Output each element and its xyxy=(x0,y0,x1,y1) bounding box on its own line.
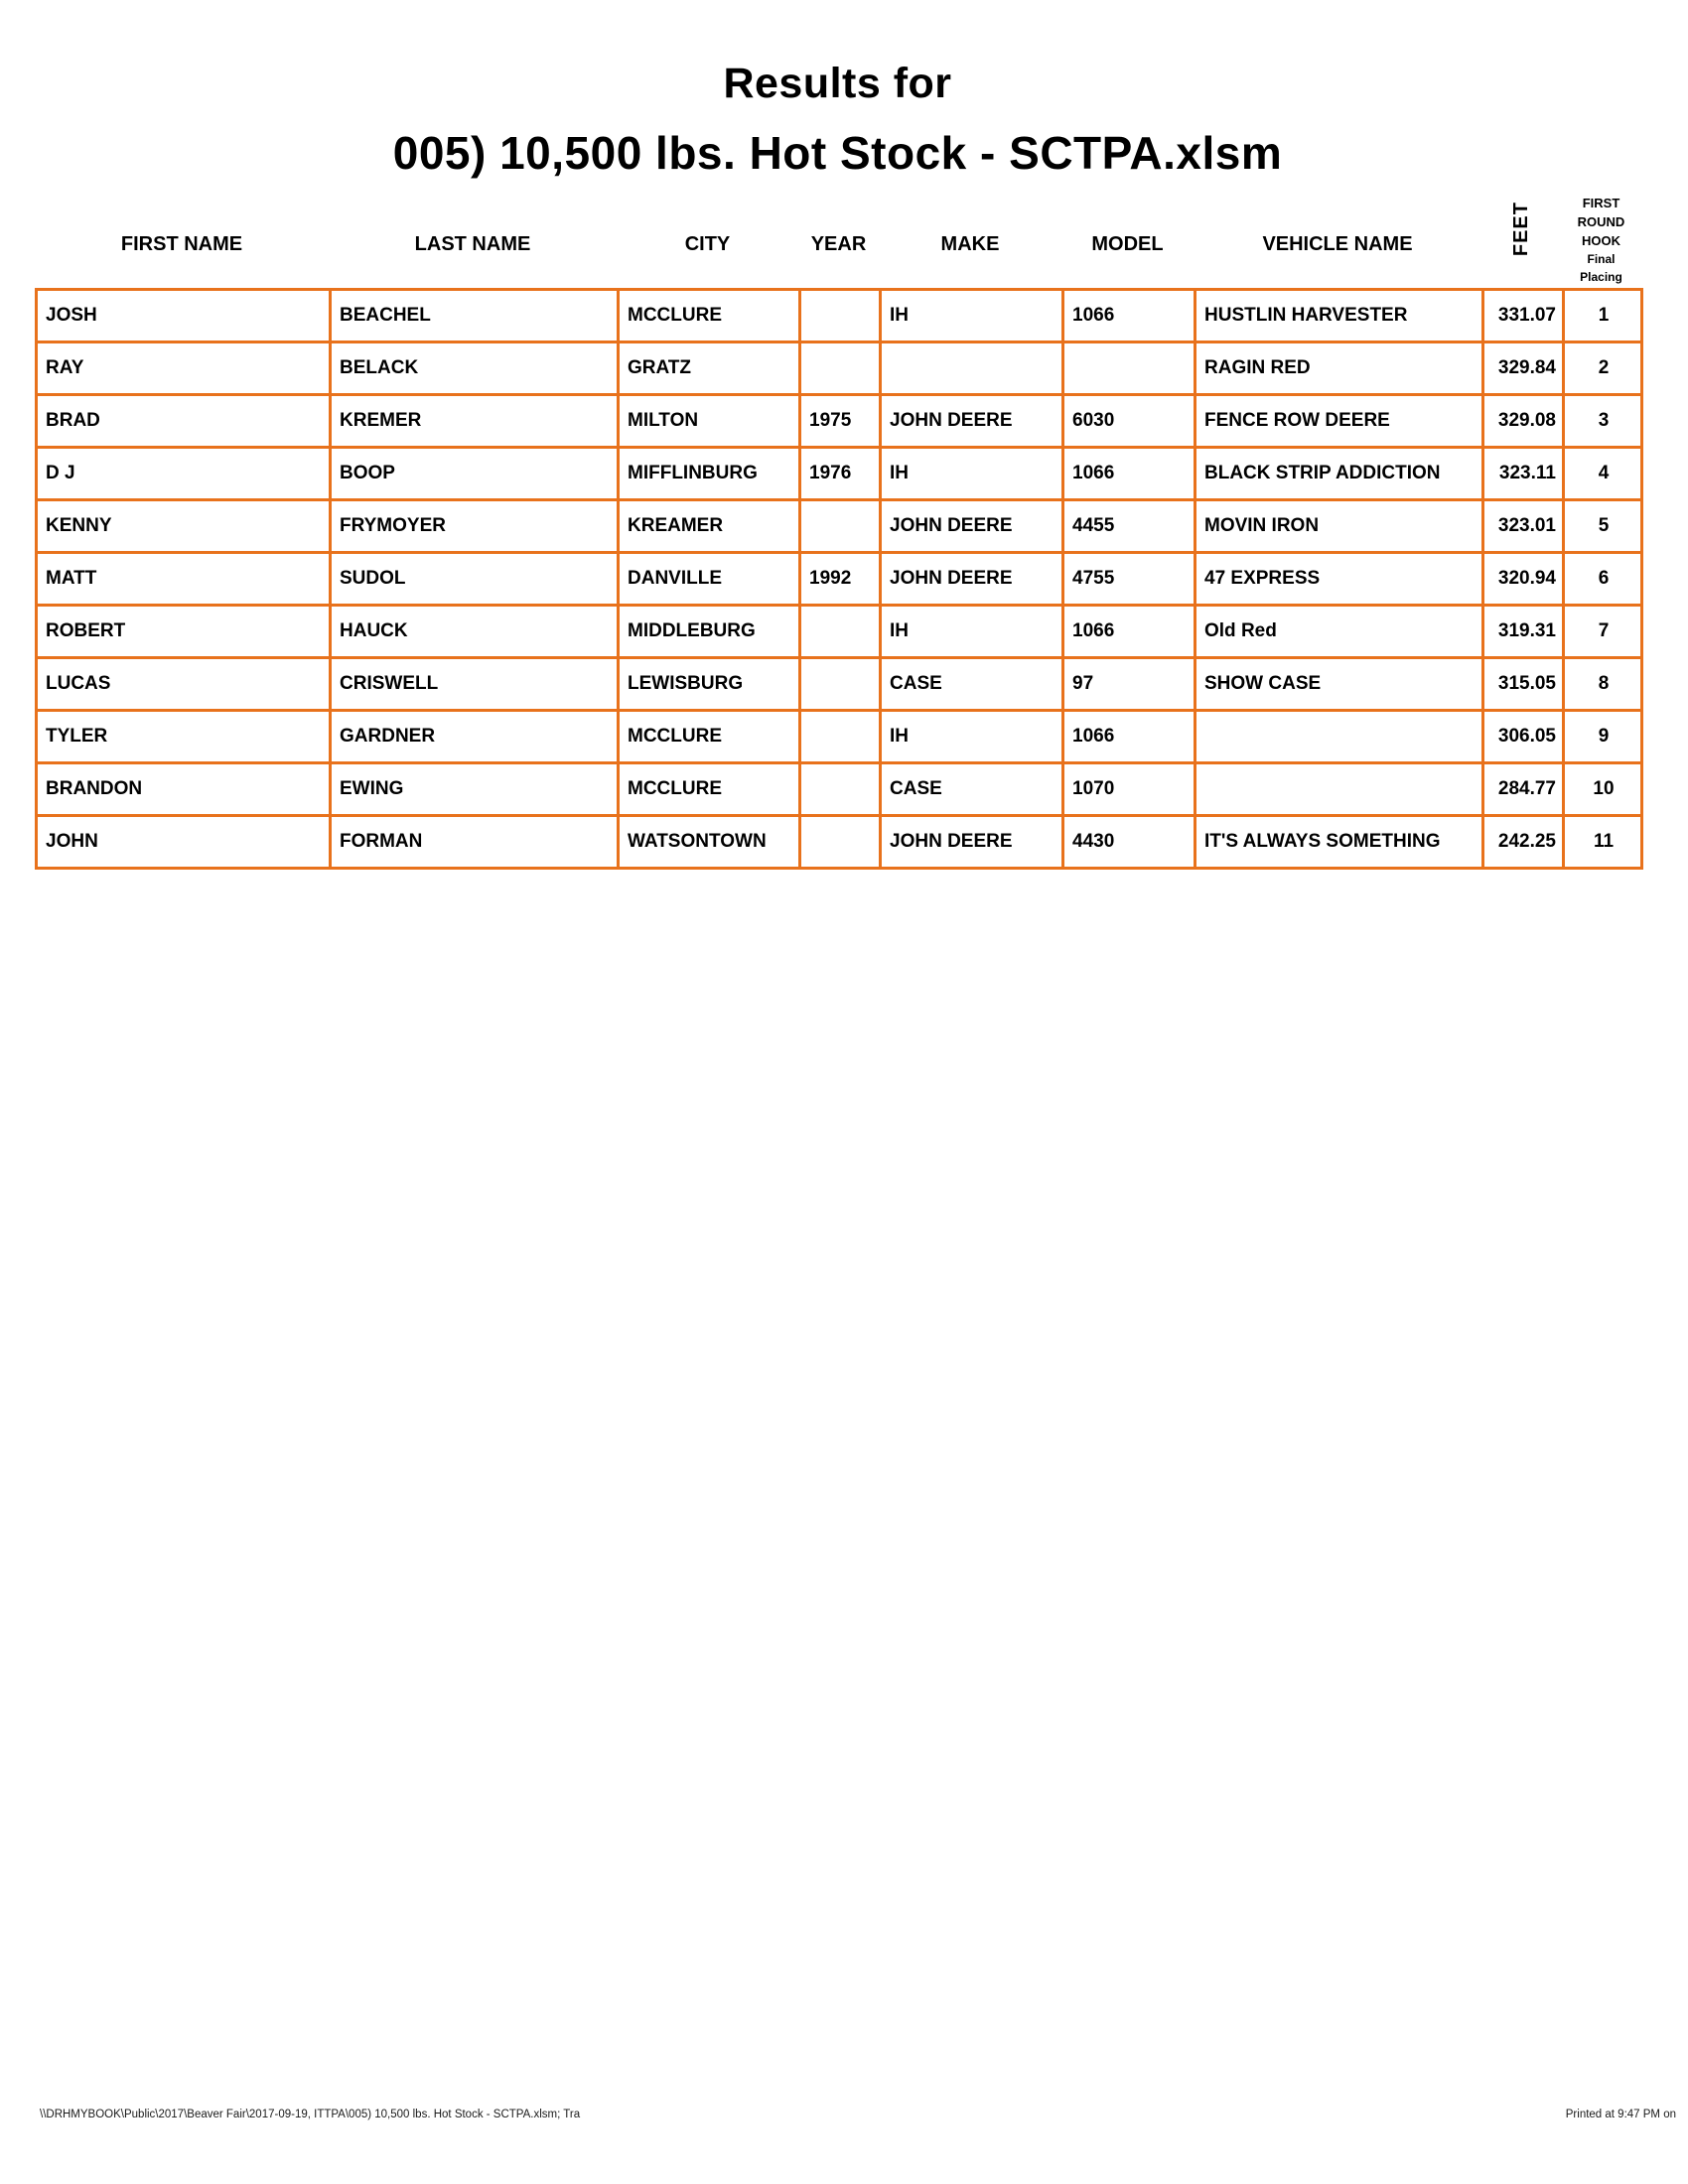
cell-feet: 306.05 xyxy=(1483,711,1564,763)
cell-placing: 3 xyxy=(1564,395,1642,448)
cell-last-name: GARDNER xyxy=(331,711,619,763)
cell-last-name: KREMER xyxy=(331,395,619,448)
cell-first-name: BRANDON xyxy=(37,763,331,816)
cell-first-name: LUCAS xyxy=(37,658,331,711)
column-header-model: MODEL xyxy=(1091,233,1164,255)
cell-model: 97 xyxy=(1063,658,1196,711)
cell-feet: 284.77 xyxy=(1483,763,1564,816)
cell-city: MIFFLINBURG xyxy=(619,448,800,500)
cell-make xyxy=(881,342,1063,395)
results-table-body xyxy=(37,290,1642,869)
cell-feet: 329.84 xyxy=(1483,342,1564,395)
table-row xyxy=(37,290,1642,342)
cell-make: JOHN DEERE xyxy=(881,395,1063,448)
cell-vehicle-name: 47 EXPRESS xyxy=(1196,553,1483,606)
cell-year xyxy=(800,763,881,816)
page-title xyxy=(35,60,1640,180)
cell-vehicle-name: MOVIN IRON xyxy=(1196,500,1483,553)
cell-make: IH xyxy=(881,290,1063,342)
cell-first-name: TYLER xyxy=(37,711,331,763)
cell-city: GRATZ xyxy=(619,342,800,395)
cell-city: KREAMER xyxy=(619,500,800,553)
cell-placing: 8 xyxy=(1564,658,1642,711)
cell-vehicle-name: HUSTLIN HARVESTER xyxy=(1196,290,1483,342)
column-header-first-name: FIRST NAME xyxy=(120,233,243,255)
cell-feet: 242.25 xyxy=(1483,816,1564,869)
cell-year xyxy=(800,290,881,342)
cell-first-name: MATT xyxy=(37,553,331,606)
cell-vehicle-name: FENCE ROW DEERE xyxy=(1196,395,1483,448)
column-header-vehicle-name: VEHICLE NAME xyxy=(1262,233,1413,255)
cell-year xyxy=(800,816,881,869)
placing-header-line-5: Placing xyxy=(1580,270,1622,284)
column-header-year: YEAR xyxy=(810,233,867,255)
cell-placing: 11 xyxy=(1564,816,1642,869)
cell-make: JOHN DEERE xyxy=(881,816,1063,869)
cell-model: 1066 xyxy=(1063,606,1196,658)
cell-make: IH xyxy=(881,448,1063,500)
cell-first-name: D J xyxy=(37,448,331,500)
cell-placing: 5 xyxy=(1564,500,1642,553)
cell-model: 6030 xyxy=(1063,395,1196,448)
cell-city: WATSONTOWN xyxy=(619,816,800,869)
cell-first-name: RAY xyxy=(37,342,331,395)
cell-last-name: SUDOL xyxy=(331,553,619,606)
cell-feet: 315.05 xyxy=(1483,658,1564,711)
cell-first-name: BRAD xyxy=(37,395,331,448)
cell-first-name: JOSH xyxy=(37,290,331,342)
cell-make: JOHN DEERE xyxy=(881,553,1063,606)
cell-feet: 323.11 xyxy=(1483,448,1564,500)
placing-header-line-1: FIRST xyxy=(1582,196,1620,210)
cell-vehicle-name xyxy=(1196,711,1483,763)
cell-last-name: BEACHEL xyxy=(331,290,619,342)
table-row xyxy=(37,763,1642,816)
cell-make: IH xyxy=(881,711,1063,763)
cell-make: IH xyxy=(881,606,1063,658)
cell-city: MCCLURE xyxy=(619,763,800,816)
cell-make: JOHN DEERE xyxy=(881,500,1063,553)
placing-header-line-4: Final xyxy=(1587,252,1616,266)
cell-city: MIDDLEBURG xyxy=(619,606,800,658)
cell-year xyxy=(800,711,881,763)
column-header-feet xyxy=(1481,184,1562,288)
table-row xyxy=(37,500,1642,553)
table-row xyxy=(37,342,1642,395)
cell-make: CASE xyxy=(881,763,1063,816)
cell-city: MILTON xyxy=(619,395,800,448)
cell-vehicle-name: BLACK STRIP ADDICTION xyxy=(1196,448,1483,500)
cell-year xyxy=(800,500,881,553)
cell-model: 4430 xyxy=(1063,816,1196,869)
cell-model: 1070 xyxy=(1063,763,1196,816)
cell-placing: 10 xyxy=(1564,763,1642,816)
cell-year: 1992 xyxy=(800,553,881,606)
cell-vehicle-name: RAGIN RED xyxy=(1196,342,1483,395)
cell-vehicle-name: IT'S ALWAYS SOMETHING xyxy=(1196,816,1483,869)
cell-year xyxy=(800,342,881,395)
cell-last-name: FRYMOYER xyxy=(331,500,619,553)
cell-feet: 331.07 xyxy=(1483,290,1564,342)
cell-vehicle-name: SHOW CASE xyxy=(1196,658,1483,711)
footer-printed-at: Printed at 9:47 PM on xyxy=(1565,2109,1676,2120)
cell-last-name: BELACK xyxy=(331,342,619,395)
title-line-1: Results for xyxy=(723,60,952,107)
results-table xyxy=(35,288,1643,870)
cell-feet: 320.94 xyxy=(1483,553,1564,606)
cell-placing: 7 xyxy=(1564,606,1642,658)
table-row xyxy=(37,711,1642,763)
column-header-make: MAKE xyxy=(940,233,1000,255)
cell-city: DANVILLE xyxy=(619,553,800,606)
cell-placing: 1 xyxy=(1564,290,1642,342)
cell-placing: 4 xyxy=(1564,448,1642,500)
cell-model: 4455 xyxy=(1063,500,1196,553)
cell-model: 1066 xyxy=(1063,711,1196,763)
table-row xyxy=(37,395,1642,448)
placing-header-stack xyxy=(1578,194,1625,286)
cell-placing: 6 xyxy=(1564,553,1642,606)
column-header-last-name: LAST NAME xyxy=(414,233,531,255)
cell-make: CASE xyxy=(881,658,1063,711)
cell-city: MCCLURE xyxy=(619,290,800,342)
cell-first-name: KENNY xyxy=(37,500,331,553)
table-row xyxy=(37,606,1642,658)
cell-year xyxy=(800,658,881,711)
cell-first-name: ROBERT xyxy=(37,606,331,658)
cell-placing: 2 xyxy=(1564,342,1642,395)
cell-model xyxy=(1063,342,1196,395)
cell-year xyxy=(800,606,881,658)
cell-feet: 323.01 xyxy=(1483,500,1564,553)
cell-year: 1975 xyxy=(800,395,881,448)
cell-city: LEWISBURG xyxy=(619,658,800,711)
cell-feet: 319.31 xyxy=(1483,606,1564,658)
cell-model: 4755 xyxy=(1063,553,1196,606)
cell-year: 1976 xyxy=(800,448,881,500)
table-row xyxy=(37,448,1642,500)
cell-vehicle-name: Old Red xyxy=(1196,606,1483,658)
table-row xyxy=(37,553,1642,606)
column-header-placing xyxy=(1562,184,1640,288)
cell-feet: 329.08 xyxy=(1483,395,1564,448)
cell-last-name: HAUCK xyxy=(331,606,619,658)
feet-rotated-label: FEET xyxy=(1510,201,1532,257)
placing-header-line-3: HOOK xyxy=(1581,233,1620,248)
cell-last-name: BOOP xyxy=(331,448,619,500)
cell-last-name: FORMAN xyxy=(331,816,619,869)
cell-last-name: CRISWELL xyxy=(331,658,619,711)
cell-model: 1066 xyxy=(1063,448,1196,500)
cell-city: MCCLURE xyxy=(619,711,800,763)
table-row xyxy=(37,658,1642,711)
cell-model: 1066 xyxy=(1063,290,1196,342)
footer-file-path: \\DRHMYBOOK\Public\2017\Beaver Fair\2017-09-19, ITTPA\005) 10,500 lbs. Hot Stock - SCTPA.xlsm; Tra xyxy=(40,2109,581,2120)
table-row xyxy=(37,816,1642,869)
table-column-headers xyxy=(35,184,1640,288)
cell-first-name: JOHN xyxy=(37,816,331,869)
cell-last-name: EWING xyxy=(331,763,619,816)
column-header-city: CITY xyxy=(684,233,731,255)
cell-vehicle-name xyxy=(1196,763,1483,816)
placing-header-line-2: ROUND xyxy=(1577,214,1625,229)
cell-placing: 9 xyxy=(1564,711,1642,763)
title-line-2: 005) 10,500 lbs. Hot Stock - SCTPA.xlsm xyxy=(392,127,1283,179)
